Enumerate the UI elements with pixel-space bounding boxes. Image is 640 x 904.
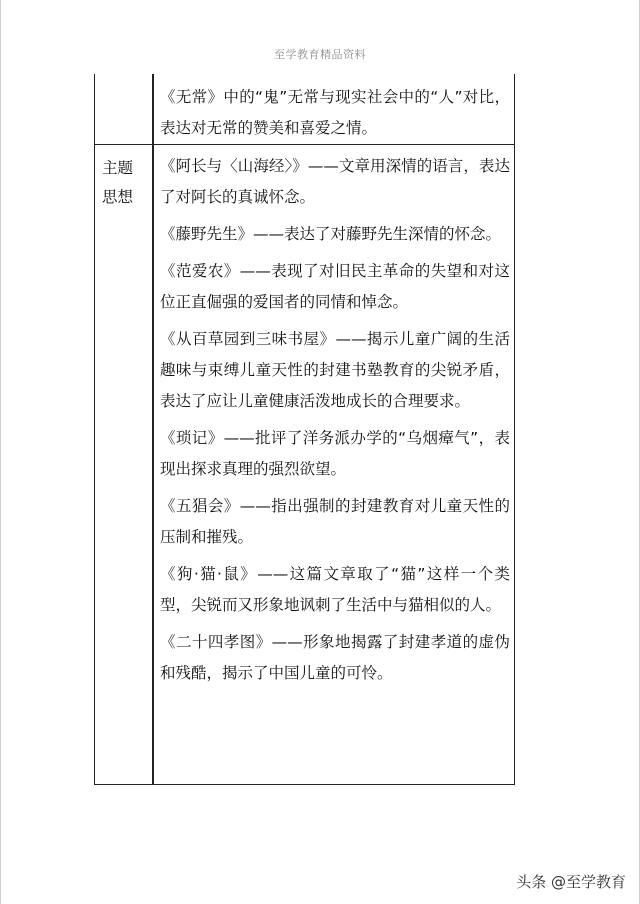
page-header: 至学教育精品资料: [274, 48, 366, 61]
theme-label-line-2: 思想: [102, 188, 134, 206]
theme-entry: 《五猖会》——指出强制的封建教育对儿童天性的压制和摧残。: [160, 497, 510, 546]
top-row-text: 《无常》中的“鬼”无常与现实社会中的“人”对比，表达对无常的赞美和喜爱之情。: [160, 88, 510, 137]
summary-table: [94, 74, 515, 785]
source-watermark: 头条 @至学教育: [516, 873, 626, 891]
theme-entry: 《阿长与〈山海经〉》——文章用深情的语言，表达了对阿长的真诚怀念。: [160, 157, 510, 206]
theme-entry: 《琐记》——批评了洋务派办学的“乌烟瘴气”，表现出探求真理的强烈欲望。: [160, 429, 510, 478]
table-bottom-border: [94, 784, 515, 785]
theme-entry: 《二十四孝图》——形象地揭露了封建孝道的虚伪和残酷，揭示了中国儿童的可怜。: [160, 633, 510, 682]
theme-entry: 《狗·猫·鼠》——这篇文章取了“猫”这样一个类型，尖锐而又形象地讽刺了生活中与猫相似的人。: [160, 565, 510, 614]
theme-entry: 《藤野先生》——表达了对藤野先生深情的怀念。: [160, 225, 502, 243]
table-cell-top: [160, 82, 510, 150]
theme-row-content: [160, 151, 510, 695]
table-right-border: [514, 74, 515, 785]
theme-entry: 《从百草园到三味书屋》——揭示儿童广阔的生活趣味与束缚儿童天性的封建书塾教育的尖锐矛盾，表达了应让儿童健康活泼地成长的合理要求。: [160, 330, 510, 410]
theme-row-label: [102, 154, 150, 212]
page-left-border: [0, 0, 1, 904]
theme-label-line-1: 主题: [102, 159, 134, 177]
table-left-border: [94, 74, 95, 785]
theme-entry: 《范爱农》——表现了对旧民主革命的失望和对这位正直倔强的爱国者的同情和悼念。: [160, 262, 510, 311]
table-column-divider: [152, 74, 154, 785]
